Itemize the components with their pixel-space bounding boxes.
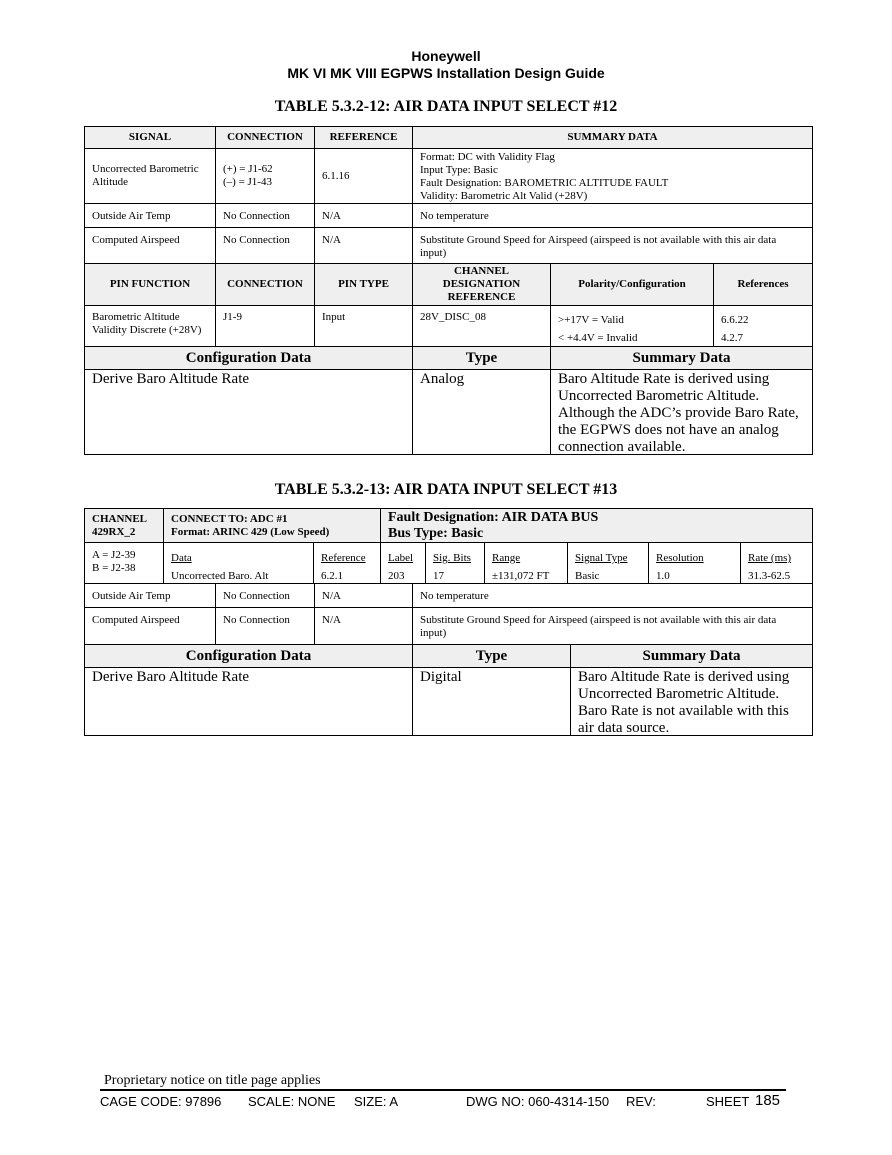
table-row-summary — [412, 148, 813, 204]
data-cell — [163, 542, 314, 584]
col-header-data: Data — [171, 552, 192, 564]
footer-rule — [100, 1089, 786, 1091]
col-header-label: Label — [388, 552, 414, 564]
pin-type: Input — [314, 305, 413, 347]
summary-line: Fault Designation: BAROMETRIC ALTITUDE FAULT — [420, 177, 669, 189]
range-value: ±131,072 FT — [492, 570, 550, 582]
sig-bits-cell — [425, 542, 485, 584]
col-header-range: Range — [492, 552, 521, 564]
fault-designation: Fault Designation: AIR DATA BUS — [388, 510, 599, 525]
sheet-label: SHEET — [706, 1094, 750, 1109]
table-13-title: TABLE 5.3.2-13: AIR DATA INPUT SELECT #13 — [274, 481, 618, 498]
col-header-reference: REFERENCE — [314, 126, 413, 149]
signal-type-cell — [567, 542, 649, 584]
table-row-summary: Substitute Ground Speed for Airspeed (airspeed is not available with this air data input) — [412, 607, 813, 645]
channel-value: 429RX_2 — [92, 526, 136, 538]
connect-format: Format: ARINC 429 (Low Speed) — [171, 526, 330, 538]
guide-title: MK VI MK VIII EGPWS Installation Design Guide — [287, 65, 605, 81]
reference-value: 6.6.22 — [721, 314, 749, 326]
connect-header — [163, 508, 381, 543]
reference-value: 4.2.7 — [721, 332, 743, 344]
polarity-invalid: < +4.4V = Invalid — [558, 332, 638, 344]
connect-to: CONNECT TO: ADC #1 — [171, 513, 288, 525]
config-name: Derive Baro Altitude Rate — [84, 369, 413, 455]
connection-minus: (–) = J1-43 — [223, 176, 272, 188]
table-row-signal: Computed Airspeed — [84, 607, 216, 645]
col-header-references: References — [713, 263, 813, 306]
rate-value: 31.3-62.5 — [748, 570, 791, 582]
pin-references — [713, 305, 813, 347]
table-row-reference: 6.1.16 — [314, 148, 413, 204]
config-type: Analog — [412, 369, 551, 455]
data-value: Uncorrected Baro. Alt — [171, 570, 269, 582]
label-value: 203 — [388, 570, 405, 582]
config-name: Derive Baro Altitude Rate — [84, 667, 413, 736]
config-type: Digital — [412, 667, 571, 736]
col-header-signal-type: Signal Type — [575, 552, 628, 564]
col-header-config: Configuration Data — [84, 346, 413, 370]
table-row-connection: No Connection — [215, 227, 315, 264]
table-12-title: TABLE 5.3.2-12: AIR DATA INPUT SELECT #12 — [274, 98, 618, 115]
col-header-config: Configuration Data — [84, 644, 413, 668]
col-header-reference: Reference — [321, 552, 366, 564]
table-row-signal: Uncorrected Barometric Altitude — [84, 148, 216, 204]
bus-type: Bus Type: Basic — [388, 526, 484, 541]
summary-line: Validity: Barometric Alt Valid (+28V) — [420, 190, 588, 202]
polarity-valid: >+17V = Valid — [558, 314, 624, 326]
revision: REV: — [626, 1094, 656, 1109]
drawing-number: DWG NO: 060-4314-150 — [466, 1094, 610, 1109]
range-cell — [484, 542, 568, 584]
sig-bits-value: 17 — [433, 570, 444, 582]
table-row-signal: Outside Air Temp — [84, 583, 216, 608]
col-header-type: Type — [412, 644, 571, 668]
resolution-value: 1.0 — [656, 570, 670, 582]
pin-polarity — [550, 305, 714, 347]
connection-plus: (+) = J1-62 — [223, 163, 273, 175]
fault-header — [380, 508, 813, 543]
table-row-signal: Outside Air Temp — [84, 203, 216, 228]
summary-line: Input Type: Basic — [420, 164, 498, 176]
summary-line: Format: DC with Validity Flag — [420, 151, 555, 163]
col-header-polarity: Polarity/Configuration — [550, 263, 714, 306]
proprietary-notice: Proprietary notice on title page applies — [104, 1073, 321, 1088]
col-header-summary: Summary Data — [550, 346, 813, 370]
col-header-resolution: Resolution — [656, 552, 704, 564]
col-header-summary: Summary Data — [570, 644, 813, 668]
col-header-connection: CONNECTION — [215, 263, 315, 306]
table-row-connection: No Connection — [215, 583, 315, 608]
channel-label: CHANNEL — [92, 513, 148, 525]
table-row-connection: No Connection — [215, 203, 315, 228]
config-summary: Baro Altitude Rate is derived using Uncorrected Barometric Altitude. Although the ADC’s provide Baro Rate, the EGPWS does not have an analog connection available. — [550, 369, 813, 455]
size: SIZE: A — [354, 1094, 399, 1109]
col-header-signal: SIGNAL — [84, 126, 216, 149]
company-name: Honeywell — [411, 48, 481, 64]
col-header-channel: CHANNEL DESIGNATION REFERENCE — [412, 263, 551, 306]
pin-assignment — [84, 542, 164, 584]
col-header-sig-bits: Sig. Bits — [433, 552, 471, 564]
reference-cell — [313, 542, 381, 584]
scale: SCALE: NONE — [248, 1094, 336, 1109]
signal-type-value: Basic — [575, 570, 600, 582]
table-row-reference: N/A — [314, 227, 413, 264]
pin-function: Barometric Altitude Validity Discrete (+28V) — [84, 305, 216, 347]
col-header-pin-type: PIN TYPE — [314, 263, 413, 306]
channel-header — [84, 508, 164, 543]
config-summary: Baro Altitude Rate is derived using Uncorrected Barometric Altitude. Baro Rate is not available with this air data source. — [570, 667, 813, 736]
pin-b: B = J2-38 — [92, 562, 136, 574]
col-header-rate: Rate (ms) — [748, 552, 792, 564]
rate-cell — [740, 542, 813, 584]
table-row-reference: N/A — [314, 607, 413, 645]
col-header-type: Type — [412, 346, 551, 370]
pin-connection: J1-9 — [215, 305, 315, 347]
pin-a: A = J2-39 — [92, 549, 136, 561]
sheet-number: 185 — [755, 1092, 781, 1109]
table-row-reference: N/A — [314, 583, 413, 608]
col-header-connection: CONNECTION — [215, 126, 315, 149]
cage-code: CAGE CODE: 97896 — [100, 1094, 222, 1109]
table-row-signal: Computed Airspeed — [84, 227, 216, 264]
table-row-summary: No temperature — [412, 583, 813, 608]
table-row-summary: Substitute Ground Speed for Airspeed (airspeed is not available with this air data input) — [412, 227, 813, 264]
table-row-reference: N/A — [314, 203, 413, 228]
col-header-summary: SUMMARY DATA — [412, 126, 813, 149]
pin-channel: 28V_DISC_08 — [412, 305, 551, 347]
table-row-summary: No temperature — [412, 203, 813, 228]
table-row-connection: No Connection — [215, 607, 315, 645]
resolution-cell — [648, 542, 741, 584]
reference-value: 6.2.1 — [321, 570, 343, 582]
label-cell — [380, 542, 426, 584]
table-row-connection — [215, 148, 315, 204]
col-header-pin-function: PIN FUNCTION — [84, 263, 216, 306]
